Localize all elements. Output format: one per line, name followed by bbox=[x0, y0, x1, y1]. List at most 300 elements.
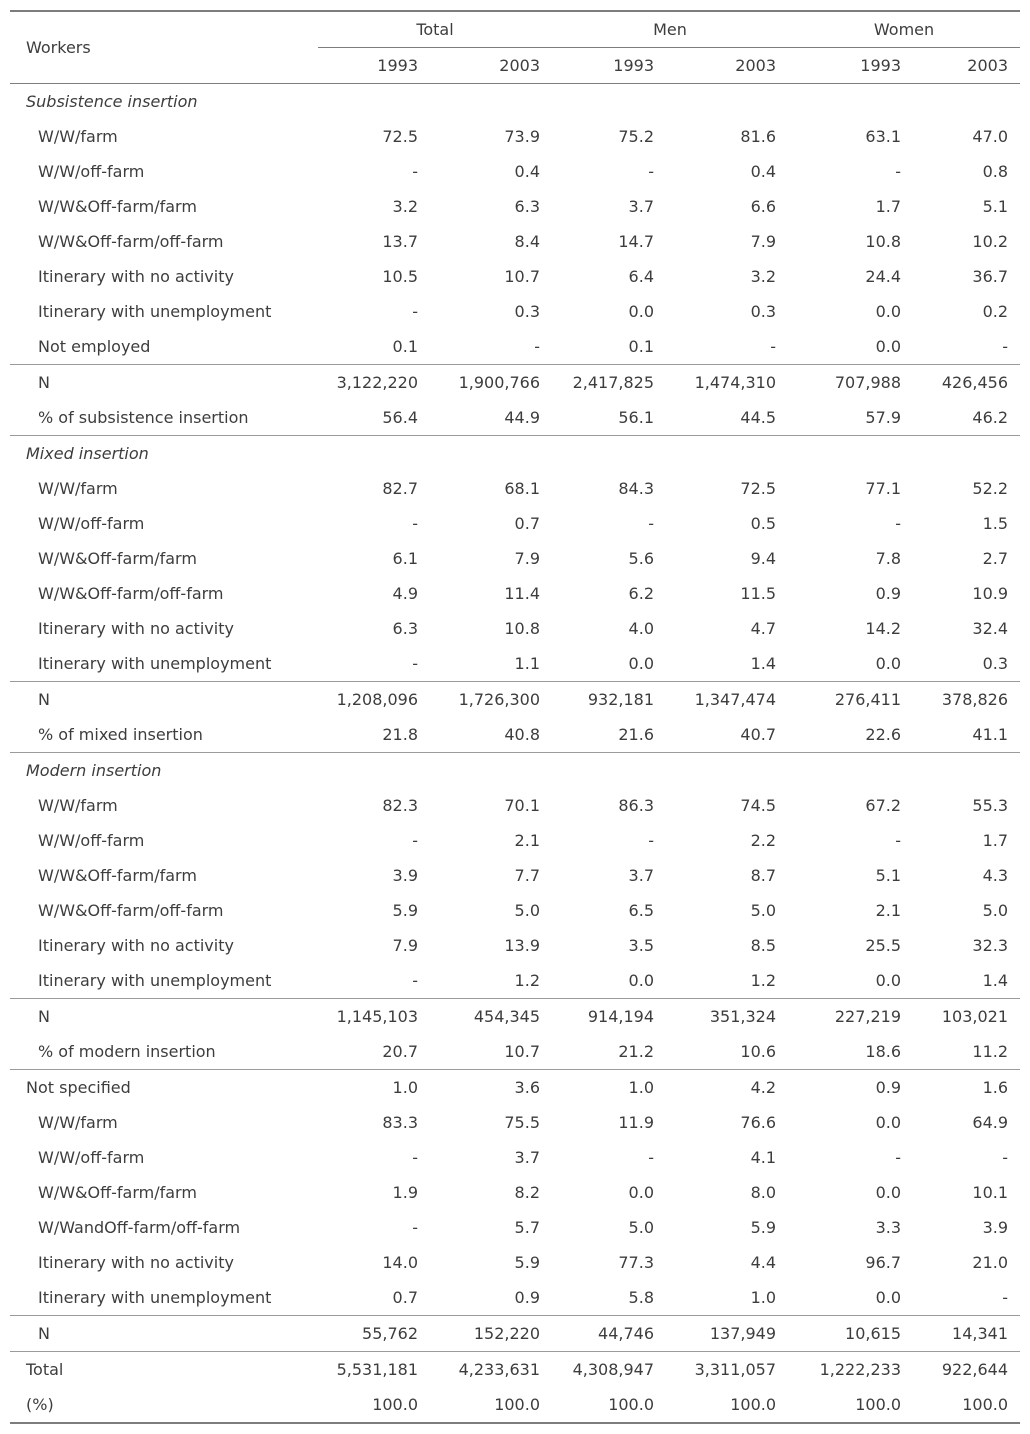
section-label: Mixed insertion bbox=[26, 444, 149, 463]
table-row bbox=[10, 329, 1020, 365]
table-row bbox=[10, 224, 1020, 259]
value-cell: 77.3 bbox=[618, 1253, 654, 1272]
value-cell: 13.9 bbox=[504, 936, 540, 955]
value-cell: 4.3 bbox=[982, 866, 1009, 885]
value-cell: 6.2 bbox=[628, 584, 654, 603]
value-cell: 6.5 bbox=[628, 901, 654, 920]
value-cell: 5.1 bbox=[982, 197, 1009, 216]
value-cell: 13.7 bbox=[382, 232, 418, 251]
value-cell: 3.3 bbox=[875, 1218, 902, 1237]
value-cell: - bbox=[1002, 1148, 1009, 1167]
section-value-cell bbox=[788, 753, 913, 789]
column-group-women: Women bbox=[788, 11, 1020, 48]
value-cell: 0.0 bbox=[875, 654, 902, 673]
value-cell: 1.5 bbox=[982, 514, 1009, 533]
year-header-total-2003: 2003 bbox=[430, 48, 552, 84]
group-header-row bbox=[10, 11, 1020, 48]
value-cell: 84.3 bbox=[618, 479, 654, 498]
value-cell: 86.3 bbox=[618, 796, 654, 815]
value-cell: - bbox=[412, 971, 418, 990]
table-row bbox=[10, 576, 1020, 611]
value-cell: 10.2 bbox=[972, 232, 1009, 251]
row-label: N bbox=[10, 682, 318, 718]
value-cell: 2.1 bbox=[875, 901, 902, 920]
value-cell: 5.8 bbox=[628, 1288, 654, 1307]
value-cell: 1.7 bbox=[982, 831, 1009, 850]
value-cell: 41.1 bbox=[913, 717, 1020, 753]
year-header-women-2003: 2003 bbox=[913, 48, 1020, 84]
year-header-women-1993: 1993 bbox=[788, 48, 913, 84]
value-cell: 0.1 bbox=[628, 337, 654, 356]
value-cell: 1.7 bbox=[875, 197, 902, 216]
value-cell: 21.2 bbox=[552, 1034, 666, 1070]
value-cell: 0.0 bbox=[628, 302, 654, 321]
value-cell: - bbox=[648, 162, 654, 181]
value-cell: 3.7 bbox=[514, 1148, 540, 1167]
value-cell: 20.7 bbox=[318, 1034, 430, 1070]
section-value-cell bbox=[913, 84, 1020, 120]
section-label: Modern insertion bbox=[26, 761, 162, 780]
footer-value-cell: 100.0 bbox=[608, 1395, 654, 1414]
value-cell: 1.1 bbox=[514, 654, 540, 673]
row-label: W/W&Off-farm/farm bbox=[38, 1183, 197, 1202]
section-value-cell bbox=[788, 436, 913, 472]
value-cell: 426,456 bbox=[913, 365, 1020, 401]
section-value-cell: 3.6 bbox=[514, 1078, 540, 1097]
value-cell: 21.8 bbox=[318, 717, 430, 753]
table-row bbox=[10, 682, 1020, 718]
row-label: N bbox=[10, 365, 318, 401]
value-cell: 21.0 bbox=[972, 1253, 1009, 1272]
table-row bbox=[10, 400, 1020, 436]
value-cell: 3.5 bbox=[628, 936, 654, 955]
section-value-cell: 1.6 bbox=[982, 1078, 1009, 1097]
value-cell: 18.6 bbox=[788, 1034, 913, 1070]
value-cell: 57.9 bbox=[788, 400, 913, 436]
value-cell: 82.7 bbox=[382, 479, 418, 498]
value-cell: 0.0 bbox=[875, 1288, 902, 1307]
value-cell: 454,345 bbox=[430, 999, 552, 1035]
value-cell: 0.3 bbox=[514, 302, 540, 321]
section-header-row bbox=[10, 436, 1020, 472]
value-cell: 6.3 bbox=[392, 619, 418, 638]
table-row bbox=[10, 1280, 1020, 1316]
value-cell: 0.0 bbox=[875, 971, 902, 990]
section-value-cell bbox=[430, 84, 552, 120]
value-cell: 3.9 bbox=[392, 866, 418, 885]
section-header-row bbox=[10, 84, 1020, 120]
value-cell: - bbox=[648, 1148, 654, 1167]
footer-row bbox=[10, 1387, 1020, 1423]
value-cell: 56.1 bbox=[552, 400, 666, 436]
value-cell: 6.3 bbox=[514, 197, 540, 216]
value-cell: 914,194 bbox=[552, 999, 666, 1035]
value-cell: - bbox=[534, 337, 540, 356]
table-section bbox=[10, 753, 1020, 1070]
section-header-row bbox=[10, 753, 1020, 789]
footer-value-cell: 100.0 bbox=[730, 1395, 777, 1414]
value-cell: 3.9 bbox=[982, 1218, 1009, 1237]
year-header-men-1993: 1993 bbox=[552, 48, 666, 84]
value-cell: 0.2 bbox=[982, 302, 1009, 321]
row-label: Itinerary with unemployment bbox=[38, 1288, 272, 1307]
row-label: % of mixed insertion bbox=[10, 717, 318, 753]
value-cell: 4.7 bbox=[750, 619, 777, 638]
value-cell: 1.4 bbox=[750, 654, 777, 673]
table-row bbox=[10, 189, 1020, 224]
section-value-cell bbox=[666, 436, 788, 472]
value-cell: 75.2 bbox=[618, 127, 654, 146]
section-value-cell bbox=[318, 84, 430, 120]
value-cell: 1,474,310 bbox=[666, 365, 788, 401]
value-cell: 8.2 bbox=[514, 1183, 540, 1202]
value-cell: 10.8 bbox=[504, 619, 540, 638]
value-cell: 1.2 bbox=[750, 971, 777, 990]
section-value-cell bbox=[552, 436, 666, 472]
value-cell: 276,411 bbox=[788, 682, 913, 718]
table-row bbox=[10, 858, 1020, 893]
value-cell: 70.1 bbox=[504, 796, 540, 815]
value-cell: - bbox=[770, 337, 777, 356]
row-label: W/W&Off-farm/farm bbox=[38, 866, 197, 885]
value-cell: 4.9 bbox=[392, 584, 418, 603]
table-row bbox=[10, 1245, 1020, 1280]
value-cell: 8.7 bbox=[750, 866, 777, 885]
value-cell: 72.5 bbox=[382, 127, 418, 146]
row-label: W/W&Off-farm/farm bbox=[38, 197, 197, 216]
row-label: Itinerary with no activity bbox=[38, 1253, 234, 1272]
value-cell: 47.0 bbox=[972, 127, 1009, 146]
row-label: W/W&Off-farm/off-farm bbox=[38, 232, 224, 251]
value-cell: 32.3 bbox=[972, 936, 1009, 955]
value-cell: 137,949 bbox=[666, 1316, 788, 1352]
row-label: Itinerary with no activity bbox=[38, 267, 234, 286]
value-cell: 0.0 bbox=[875, 302, 902, 321]
value-cell: 1,726,300 bbox=[430, 682, 552, 718]
value-cell: 2.1 bbox=[514, 831, 540, 850]
value-cell: 3.7 bbox=[628, 866, 654, 885]
value-cell: 5.9 bbox=[514, 1253, 540, 1272]
value-cell: 56.4 bbox=[318, 400, 430, 436]
value-cell: 103,021 bbox=[913, 999, 1020, 1035]
value-cell: 55.3 bbox=[972, 796, 1009, 815]
value-cell: 0.0 bbox=[875, 1183, 902, 1202]
value-cell: 0.7 bbox=[514, 514, 540, 533]
table-row bbox=[10, 541, 1020, 576]
value-cell: 0.0 bbox=[875, 1113, 902, 1132]
section-value-cell bbox=[913, 753, 1020, 789]
section-value-cell bbox=[666, 753, 788, 789]
value-cell: - bbox=[412, 654, 418, 673]
value-cell: 2.2 bbox=[750, 831, 777, 850]
table-row bbox=[10, 823, 1020, 858]
row-label: % of subsistence insertion bbox=[10, 400, 318, 436]
value-cell: - bbox=[412, 1148, 418, 1167]
value-cell: 0.4 bbox=[750, 162, 777, 181]
footer-value-cell: 5,531,181 bbox=[318, 1352, 430, 1388]
value-cell: - bbox=[895, 831, 902, 850]
footer-value-cell: 3,311,057 bbox=[666, 1352, 788, 1388]
footer-value-cell: 100.0 bbox=[494, 1395, 540, 1414]
row-label: W/WandOff-farm/off-farm bbox=[38, 1218, 241, 1237]
value-cell: 5.0 bbox=[982, 901, 1009, 920]
value-cell: 227,219 bbox=[788, 999, 913, 1035]
value-cell: 6.4 bbox=[628, 267, 654, 286]
table-row bbox=[10, 365, 1020, 401]
row-label: W/W/farm bbox=[38, 796, 118, 815]
table-row bbox=[10, 611, 1020, 646]
section-header-row bbox=[10, 1070, 1020, 1106]
section-value-cell bbox=[666, 84, 788, 120]
value-cell: 152,220 bbox=[430, 1316, 552, 1352]
value-cell: 63.1 bbox=[865, 127, 902, 146]
footer-value-cell: 1,222,233 bbox=[788, 1352, 913, 1388]
value-cell: 0.8 bbox=[982, 162, 1009, 181]
value-cell: 14.0 bbox=[382, 1253, 418, 1272]
value-cell: 1,900,766 bbox=[430, 365, 552, 401]
value-cell: 0.4 bbox=[514, 162, 540, 181]
value-cell: 64.9 bbox=[972, 1113, 1009, 1132]
value-cell: 0.3 bbox=[750, 302, 777, 321]
value-cell: - bbox=[1002, 337, 1009, 356]
footer-value-cell: 4,308,947 bbox=[552, 1352, 666, 1388]
footer-value-cell: 100.0 bbox=[962, 1395, 1009, 1414]
row-label: % of modern insertion bbox=[10, 1034, 318, 1070]
value-cell: 75.5 bbox=[504, 1113, 540, 1132]
table-row bbox=[10, 259, 1020, 294]
value-cell: 32.4 bbox=[972, 619, 1009, 638]
value-cell: 10,615 bbox=[788, 1316, 913, 1352]
value-cell: - bbox=[412, 1218, 418, 1237]
value-cell: 0.5 bbox=[750, 514, 777, 533]
value-cell: 76.6 bbox=[740, 1113, 777, 1132]
value-cell: 44,746 bbox=[552, 1316, 666, 1352]
value-cell: - bbox=[648, 831, 654, 850]
section-value-cell bbox=[430, 436, 552, 472]
value-cell: 10.9 bbox=[972, 584, 1009, 603]
section-value-cell: 4.2 bbox=[750, 1078, 777, 1097]
value-cell: 5.9 bbox=[750, 1218, 777, 1237]
section-value-cell bbox=[552, 753, 666, 789]
footer-label: Total bbox=[10, 1352, 318, 1388]
value-cell: 7.9 bbox=[514, 549, 540, 568]
footer-value-cell: 100.0 bbox=[372, 1395, 418, 1414]
row-label: W/W&Off-farm/off-farm bbox=[38, 901, 224, 920]
value-cell: 11.5 bbox=[740, 584, 777, 603]
value-cell: 0.7 bbox=[392, 1288, 418, 1307]
value-cell: 7.8 bbox=[875, 549, 902, 568]
section-value-cell bbox=[552, 84, 666, 120]
value-cell: 10.5 bbox=[382, 267, 418, 286]
value-cell: 81.6 bbox=[740, 127, 777, 146]
value-cell: 0.0 bbox=[628, 1183, 654, 1202]
value-cell: 36.7 bbox=[972, 267, 1009, 286]
value-cell: 2,417,825 bbox=[552, 365, 666, 401]
value-cell: 9.4 bbox=[750, 549, 777, 568]
value-cell: 5.1 bbox=[875, 866, 902, 885]
value-cell: - bbox=[412, 302, 418, 321]
section-value-cell: 1.0 bbox=[628, 1078, 654, 1097]
value-cell: 5.0 bbox=[628, 1218, 654, 1237]
table-row bbox=[10, 119, 1020, 154]
value-cell: 1,208,096 bbox=[318, 682, 430, 718]
row-label: W/W&Off-farm/farm bbox=[38, 549, 197, 568]
value-cell: 73.9 bbox=[504, 127, 540, 146]
row-label: W/W/off-farm bbox=[38, 162, 145, 181]
value-cell: 4.0 bbox=[628, 619, 654, 638]
footer-row bbox=[10, 1352, 1020, 1388]
value-cell: 0.9 bbox=[514, 1288, 540, 1307]
value-cell: 10.8 bbox=[865, 232, 902, 251]
value-cell: 8.0 bbox=[750, 1183, 777, 1202]
table-row bbox=[10, 1175, 1020, 1210]
value-cell: 10.7 bbox=[430, 1034, 552, 1070]
value-cell: 74.5 bbox=[740, 796, 777, 815]
value-cell: - bbox=[648, 514, 654, 533]
row-label: Itinerary with no activity bbox=[38, 936, 234, 955]
value-cell: 378,826 bbox=[913, 682, 1020, 718]
value-cell: 11.2 bbox=[913, 1034, 1020, 1070]
value-cell: 0.0 bbox=[875, 337, 902, 356]
value-cell: 0.1 bbox=[392, 337, 418, 356]
value-cell: 3.7 bbox=[628, 197, 654, 216]
value-cell: 40.8 bbox=[430, 717, 552, 753]
value-cell: 3,122,220 bbox=[318, 365, 430, 401]
section-value-cell bbox=[318, 436, 430, 472]
value-cell: 8.5 bbox=[750, 936, 777, 955]
value-cell: 77.1 bbox=[865, 479, 902, 498]
workers-header: Workers bbox=[10, 11, 318, 84]
value-cell: 44.5 bbox=[666, 400, 788, 436]
value-cell: - bbox=[412, 831, 418, 850]
value-cell: 14,341 bbox=[913, 1316, 1020, 1352]
value-cell: - bbox=[895, 514, 902, 533]
value-cell: - bbox=[895, 1148, 902, 1167]
value-cell: 5.0 bbox=[514, 901, 540, 920]
table-head bbox=[10, 11, 1020, 84]
footer-label: (%) bbox=[26, 1395, 54, 1414]
row-label: N bbox=[10, 999, 318, 1035]
value-cell: 72.5 bbox=[740, 479, 777, 498]
value-cell: 5.7 bbox=[514, 1218, 540, 1237]
footer-value-cell: 922,644 bbox=[913, 1352, 1020, 1388]
value-cell: 6.1 bbox=[392, 549, 418, 568]
table-row bbox=[10, 471, 1020, 506]
value-cell: 5.6 bbox=[628, 549, 654, 568]
row-label: Itinerary with no activity bbox=[38, 619, 234, 638]
table-section bbox=[10, 84, 1020, 436]
section-value-cell bbox=[430, 753, 552, 789]
value-cell: 0.0 bbox=[628, 654, 654, 673]
section-value-cell: 1.0 bbox=[392, 1078, 418, 1097]
value-cell: 55,762 bbox=[318, 1316, 430, 1352]
value-cell: 351,324 bbox=[666, 999, 788, 1035]
value-cell: 44.9 bbox=[430, 400, 552, 436]
value-cell: 1.2 bbox=[514, 971, 540, 990]
value-cell: 96.7 bbox=[865, 1253, 902, 1272]
row-label: Itinerary with unemployment bbox=[38, 654, 272, 673]
table-row bbox=[10, 963, 1020, 999]
value-cell: 14.7 bbox=[618, 232, 654, 251]
value-cell: 10.7 bbox=[504, 267, 540, 286]
row-label: Itinerary with unemployment bbox=[38, 302, 272, 321]
value-cell: 5.9 bbox=[392, 901, 418, 920]
value-cell: 10.1 bbox=[972, 1183, 1009, 1202]
value-cell: 10.6 bbox=[666, 1034, 788, 1070]
row-label: W/W/off-farm bbox=[38, 514, 145, 533]
table-row bbox=[10, 1034, 1020, 1070]
table-row bbox=[10, 999, 1020, 1035]
table-row bbox=[10, 1316, 1020, 1352]
value-cell: - bbox=[412, 162, 418, 181]
value-cell: 6.6 bbox=[750, 197, 777, 216]
value-cell: - bbox=[1002, 1288, 1009, 1307]
value-cell: 22.6 bbox=[788, 717, 913, 753]
value-cell: 4.4 bbox=[750, 1253, 777, 1272]
section-value-cell bbox=[318, 753, 430, 789]
table-row bbox=[10, 788, 1020, 823]
row-label: W/W/farm bbox=[38, 1113, 118, 1132]
table-row bbox=[10, 1210, 1020, 1245]
value-cell: 3.2 bbox=[750, 267, 777, 286]
value-cell: 11.9 bbox=[618, 1113, 654, 1132]
row-label: W/W/farm bbox=[38, 479, 118, 498]
row-label: W/W/farm bbox=[38, 127, 118, 146]
section-value-cell bbox=[913, 436, 1020, 472]
section-value-cell bbox=[788, 84, 913, 120]
section-label: Not specified bbox=[26, 1078, 131, 1097]
value-cell: 932,181 bbox=[552, 682, 666, 718]
year-header-total-1993: 1993 bbox=[318, 48, 430, 84]
value-cell: 46.2 bbox=[913, 400, 1020, 436]
table-footer bbox=[10, 1352, 1020, 1424]
row-label: W/W/off-farm bbox=[38, 831, 145, 850]
section-value-cell: 0.9 bbox=[875, 1078, 902, 1097]
value-cell: 67.2 bbox=[865, 796, 902, 815]
workers-table bbox=[10, 10, 1020, 1424]
value-cell: 7.7 bbox=[514, 866, 540, 885]
value-cell: 707,988 bbox=[788, 365, 913, 401]
value-cell: 4.1 bbox=[750, 1148, 777, 1167]
value-cell: 21.6 bbox=[552, 717, 666, 753]
footer-value-cell: 100.0 bbox=[855, 1395, 902, 1414]
value-cell: 5.0 bbox=[750, 901, 777, 920]
value-cell: 11.4 bbox=[504, 584, 540, 603]
table-row bbox=[10, 294, 1020, 329]
table-row bbox=[10, 928, 1020, 963]
value-cell: 1.4 bbox=[982, 971, 1009, 990]
value-cell: 0.3 bbox=[982, 654, 1009, 673]
value-cell: 14.2 bbox=[865, 619, 902, 638]
value-cell: 1.0 bbox=[750, 1288, 777, 1307]
table-section bbox=[10, 436, 1020, 753]
row-label: Itinerary with unemployment bbox=[38, 971, 272, 990]
row-label: W/W&Off-farm/off-farm bbox=[38, 584, 224, 603]
value-cell: 40.7 bbox=[666, 717, 788, 753]
value-cell: 52.2 bbox=[972, 479, 1009, 498]
value-cell: 8.4 bbox=[514, 232, 540, 251]
footer-value-cell: 4,233,631 bbox=[430, 1352, 552, 1388]
value-cell: 82.3 bbox=[382, 796, 418, 815]
value-cell: - bbox=[412, 514, 418, 533]
table-row bbox=[10, 154, 1020, 189]
table-row bbox=[10, 646, 1020, 682]
table-row bbox=[10, 1105, 1020, 1140]
row-label: Not employed bbox=[38, 337, 151, 356]
value-cell: 25.5 bbox=[865, 936, 902, 955]
column-group-total: Total bbox=[318, 11, 552, 48]
value-cell: 68.1 bbox=[504, 479, 540, 498]
